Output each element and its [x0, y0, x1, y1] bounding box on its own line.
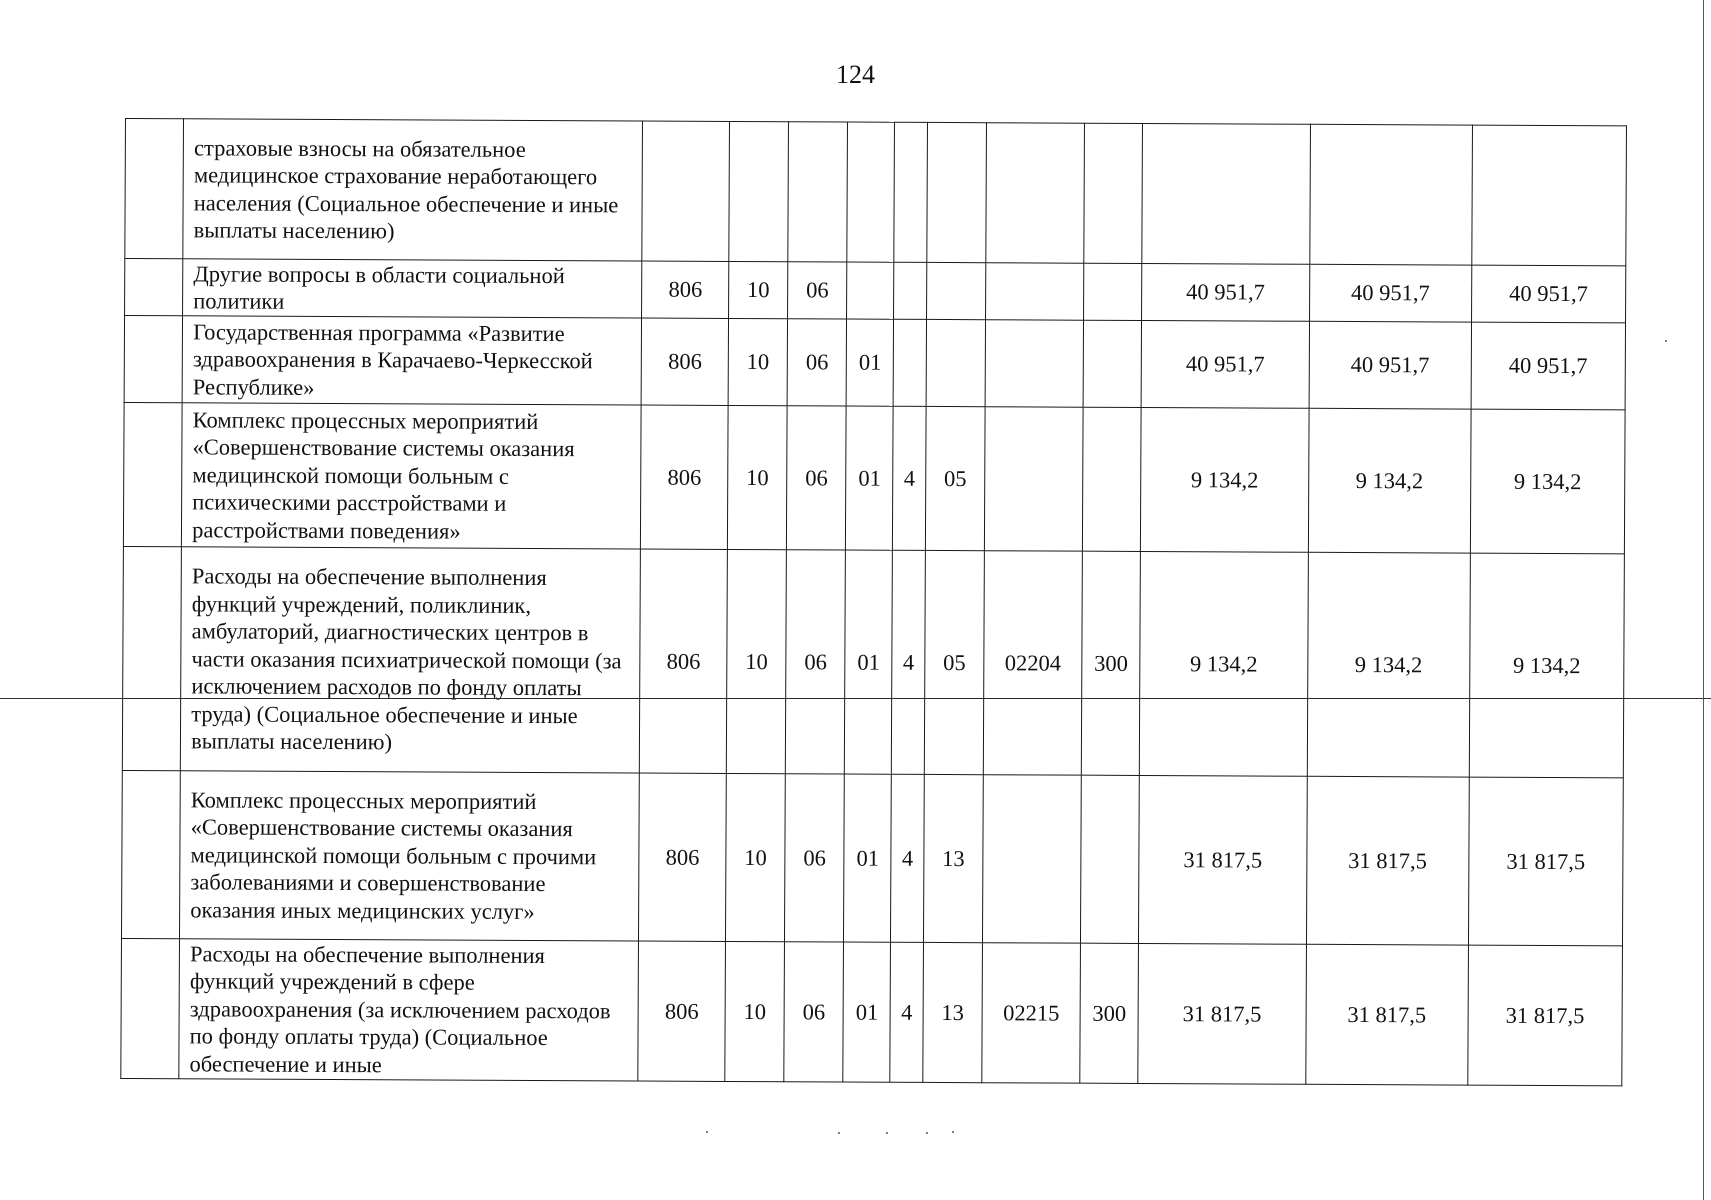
- scan-fold-line-through-table: [126, 698, 1630, 699]
- amount-year-1-cell: 9 134,2: [1141, 407, 1309, 552]
- scan-speck: [1665, 340, 1667, 342]
- amount-year-2-cell: 40 951,7: [1309, 264, 1472, 322]
- row-number-cell: [121, 770, 180, 938]
- section-code-cell: 10: [726, 773, 786, 941]
- structure-element-cell: 13: [923, 774, 983, 942]
- program-type-cell: [893, 319, 926, 406]
- expense-type-cell: [1083, 320, 1142, 407]
- description-cell: Комплекс процессных мероприятий «Совершенствование системы оказания медицинской помощи больным с психическими расстройствами и расстройствами поведения»: [182, 403, 642, 549]
- expense-type-cell: 300: [1081, 551, 1140, 775]
- scan-speck: [838, 1132, 840, 1134]
- amount-year-1-cell: 31 817,5: [1138, 943, 1306, 1084]
- program-type-cell: [894, 122, 927, 262]
- amount-year-3-cell: 9 134,2: [1469, 553, 1624, 778]
- section-code-cell: 10: [729, 261, 788, 318]
- direction-code-cell: 02204: [983, 551, 1082, 775]
- table-row: [124, 316, 1625, 410]
- program-type-cell: [894, 262, 927, 319]
- amount-year-3-cell: 40 951,7: [1471, 322, 1626, 410]
- expense-type-cell: [1082, 407, 1141, 551]
- subsection-code-cell: 06: [784, 942, 844, 1082]
- expense-type-cell: [1081, 775, 1140, 943]
- page-number: 124: [836, 60, 875, 89]
- subsection-code-cell: 06: [787, 319, 847, 406]
- section-code-cell: [729, 121, 789, 261]
- amount-year-1-cell: 31 817,5: [1139, 775, 1307, 944]
- direction-code-cell: [985, 320, 1083, 407]
- ministry-code-cell: 806: [641, 405, 728, 549]
- budget-table: [120, 118, 1627, 1086]
- table-row: [121, 770, 1623, 945]
- program-code-cell: 01: [845, 550, 893, 774]
- amount-year-2-cell: 9 134,2: [1307, 552, 1470, 777]
- description-cell: Другие вопросы в области социальной политики: [183, 259, 642, 318]
- amount-year-3-cell: 31 817,5: [1468, 945, 1623, 1086]
- scan-edge-line: [1703, 0, 1704, 1200]
- description-cell: Расходы на обеспечение выполнения функций учреждений, поликлиник, амбулаторий, диагностических центров в части оказания психиатрической помощи (за исключением расходов по фонду оплаты труда) (Социальное обеспечение и иные выплаты населению): [180, 547, 640, 773]
- table-row: [125, 119, 1627, 266]
- subsection-code-cell: 06: [786, 550, 846, 774]
- program-type-cell: 4: [893, 406, 926, 550]
- section-code-cell: 10: [726, 549, 786, 773]
- direction-code-cell: [986, 263, 1084, 320]
- section-code-cell: 10: [728, 318, 788, 405]
- table-row: [122, 546, 1624, 777]
- scan-speck: [886, 1132, 888, 1134]
- ministry-code-cell: 806: [641, 318, 728, 405]
- amount-year-2-cell: 31 817,5: [1306, 776, 1469, 945]
- program-code-cell: [847, 262, 894, 319]
- program-code-cell: [847, 122, 895, 262]
- program-code-cell: 01: [844, 774, 892, 942]
- amount-year-2-cell: 31 817,5: [1305, 944, 1468, 1085]
- program-type-cell: 4: [892, 550, 926, 774]
- ministry-code-cell: 806: [642, 261, 729, 318]
- structure-element-cell: 05: [925, 406, 985, 550]
- amount-year-1-cell: 40 951,7: [1141, 320, 1309, 408]
- amount-year-3-cell: 31 817,5: [1468, 777, 1623, 946]
- direction-code-cell: [986, 123, 1085, 263]
- structure-element-cell: [926, 262, 985, 319]
- scan-fold-line-right: [1630, 698, 1711, 699]
- subsection-code-cell: 06: [787, 406, 847, 550]
- description-cell: Комплекс процессных мероприятий «Совершенствование системы оказания медицинской помощи больным с прочими заболеваниями и совершенствование оказания иных медицинских услуг»: [180, 771, 640, 941]
- expense-type-cell: 300: [1080, 943, 1139, 1083]
- expense-type-cell: [1084, 263, 1142, 320]
- ministry-code-cell: 806: [640, 549, 728, 773]
- row-number-cell: [124, 316, 183, 403]
- expense-type-cell: [1084, 123, 1143, 263]
- table-row: [125, 259, 1626, 323]
- row-number-cell: [125, 119, 184, 259]
- direction-code-cell: [985, 407, 1084, 551]
- ministry-code-cell: [642, 121, 729, 261]
- program-type-cell: 4: [891, 774, 924, 942]
- table-row: [121, 938, 1623, 1085]
- amount-year-1-cell: [1142, 123, 1310, 264]
- ministry-code-cell: 806: [639, 773, 727, 941]
- subsection-code-cell: 06: [788, 262, 847, 319]
- amount-year-2-cell: 9 134,2: [1308, 408, 1471, 553]
- amount-year-1-cell: 40 951,7: [1142, 263, 1310, 321]
- structure-element-cell: 05: [924, 550, 984, 774]
- description-cell: Государственная программа «Развитие здравоохранения в Карачаево-Черкесской Республике»: [182, 316, 642, 405]
- structure-element-cell: [926, 319, 986, 406]
- amount-year-3-cell: [1472, 125, 1627, 266]
- amount-year-1-cell: 9 134,2: [1140, 551, 1308, 776]
- section-code-cell: 10: [727, 405, 787, 549]
- direction-code-cell: [983, 775, 1082, 943]
- amount-year-3-cell: 9 134,2: [1470, 409, 1625, 554]
- row-number-cell: [123, 402, 182, 546]
- table-row: [123, 402, 1625, 553]
- amount-year-2-cell: 40 951,7: [1309, 321, 1472, 409]
- description-cell: Расходы на обеспечение выполнения функций учреждений в сфере здравоохранения (за исключением расходов по фонду оплаты труда) (Социальное обеспечение и иные: [179, 939, 639, 1081]
- structure-element-cell: 13: [923, 942, 983, 1082]
- description-cell: страховые взносы на обязательное медицинское страхование неработающего населения (Социальное обеспечение и иные выплаты населению): [183, 119, 643, 261]
- program-code-cell: 01: [846, 406, 894, 550]
- row-number-cell: [122, 546, 181, 770]
- amount-year-3-cell: 40 951,7: [1471, 265, 1625, 323]
- subsection-code-cell: 06: [785, 774, 845, 942]
- subsection-code-cell: [788, 122, 848, 262]
- structure-element-cell: [927, 122, 987, 262]
- scan-speck: [706, 1131, 708, 1133]
- row-number-cell: [121, 938, 180, 1078]
- ministry-code-cell: 806: [638, 941, 725, 1081]
- section-code-cell: 10: [725, 941, 785, 1081]
- program-type-cell: 4: [890, 942, 923, 1082]
- amount-year-2-cell: [1309, 124, 1472, 265]
- direction-code-cell: 02215: [982, 943, 1081, 1083]
- row-number-cell: [125, 259, 183, 316]
- program-code-cell: 01: [846, 319, 893, 406]
- scan-fold-line-left: [0, 698, 126, 699]
- scan-speck: [926, 1132, 928, 1134]
- scan-speck: [952, 1131, 954, 1133]
- program-code-cell: 01: [843, 942, 891, 1082]
